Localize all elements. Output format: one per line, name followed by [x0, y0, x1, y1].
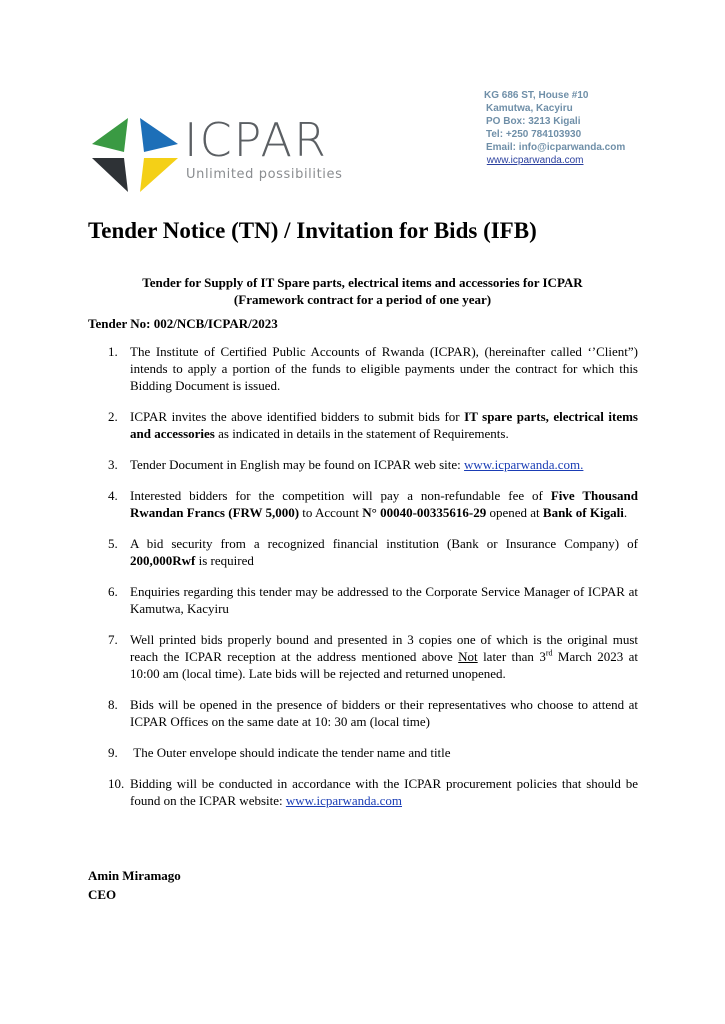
bank-name: Bank of Kigali [542, 505, 624, 520]
item-text: The Outer envelope should indicate the tender name and title [130, 745, 451, 760]
text-run: Tender Document in English may be found on ICPAR web site: [130, 457, 465, 472]
list-item [108, 487, 638, 521]
tender-number: Tender No: 002/NCB/ICPAR/2023 [88, 316, 278, 331]
bid-security-amount: 200,000Rwf [130, 553, 196, 568]
item-number: 1. [108, 344, 118, 359]
logo-blue-petal [140, 118, 178, 152]
website-link[interactable]: www.icparwanda.com. [464, 457, 584, 472]
item-text [130, 535, 638, 569]
brand-name: ICPAR [184, 113, 328, 167]
address-email: Email: info@icparwanda.com [486, 142, 626, 153]
text-run: Bidding will be conducted in accordance with the ICPAR procurement policies that should be found on the ICPAR website: [130, 776, 638, 808]
tender-subject [0, 274, 725, 308]
logo-dark-petal [92, 158, 128, 192]
item-number: 10. [108, 776, 125, 791]
text-run: ICPAR invites the above identified bidders to submit bids for [130, 409, 465, 424]
list-item [108, 744, 638, 761]
subject-line-2: (Framework contract for a period of one year) [233, 292, 492, 307]
item-number: 4. [108, 488, 118, 503]
underlined-run: Not [458, 649, 478, 664]
subject-line-1: Tender for Supply of IT Spare parts, electrical items and accessories for ICPAR [142, 275, 583, 290]
text-run: as indicated in details in the statement of Requirements. [214, 426, 509, 441]
text-run: Well printed bids properly bound and presented in 3 copies one of which is the original must reach the ICPAR reception at the address mentioned above [130, 632, 638, 664]
item-number: 6. [108, 584, 118, 599]
list-item [108, 343, 638, 394]
list-item [108, 696, 638, 730]
website-link[interactable]: www.icparwanda.com [285, 793, 403, 808]
item-text: Enquiries regarding this tender may be addressed to the Corporate Service Manager of ICPAR at Kamutwa, Kacyiru [130, 584, 638, 616]
website-link[interactable]: www.icparwanda.com [486, 155, 584, 166]
contact-address [484, 89, 625, 167]
item-number: 7. [108, 632, 118, 647]
list-item [108, 535, 638, 569]
text-run: opened at [489, 505, 543, 520]
logo-yellow-petal [140, 158, 178, 192]
text-run: to Account [299, 505, 363, 520]
address-area: Kamutwa, Kacyiru [486, 103, 573, 114]
bold-run: IT spare parts, electrical items and accessories [130, 409, 638, 441]
address-website [484, 154, 625, 167]
list-item [108, 583, 638, 617]
item-number: 2. [108, 409, 118, 424]
page-title: Tender Notice (TN) / Invitation for Bids (IFB) [88, 218, 537, 243]
item-text: The Institute of Certified Public Accounts of Rwanda (ICPAR), (hereinafter called ‘’Client”) intends to apply a portion of the funds to eligible payments under the contract for which this Bidding Document is issued. [130, 344, 638, 393]
list-item [108, 631, 638, 682]
item-text [130, 487, 638, 521]
letterhead [0, 0, 725, 200]
text-run: later than 3 [477, 649, 546, 664]
text-run: . [623, 505, 628, 520]
item-number: 5. [108, 536, 118, 551]
logo-green-petal [92, 118, 128, 152]
item-text [130, 631, 638, 682]
signatory-title: CEO [88, 887, 117, 902]
list-item [108, 408, 638, 442]
address-po-box: PO Box: 3213 Kigali [486, 116, 581, 127]
item-text [130, 408, 638, 442]
item-number: 8. [108, 697, 118, 712]
text-run: is required [195, 553, 254, 568]
item-number: 9. [108, 745, 118, 760]
account-number: N° 00040-00335616-29 [362, 505, 487, 520]
list-item [108, 775, 638, 809]
item-text [130, 775, 638, 809]
item-text [130, 456, 638, 473]
ordinal-suffix: rd [545, 648, 553, 658]
text-run: March 2023 at 10:00 am (local time). Late bids will be rejected and returned unopened. [130, 649, 638, 681]
list-item [108, 456, 638, 473]
address-phone: Tel: +250 784103930 [486, 129, 582, 140]
signature-block [88, 866, 181, 904]
text-run: A bid security from a recognized financial institution (Bank or Insurance Company) of [130, 536, 638, 551]
icpar-logo-icon [84, 114, 184, 196]
text-run: Interested bidders for the competition will pay a non-refundable fee of [130, 488, 551, 503]
item-number: 3. [108, 457, 118, 472]
brand-tagline: Unlimited possibilities [186, 167, 343, 182]
signatory-name: Amin Miramago [88, 868, 181, 883]
fee-amount: Five Thousand Rwandan Francs (FRW 5,000) [130, 488, 639, 520]
tender-conditions-list [108, 343, 638, 823]
item-text: Bids will be opened in the presence of bidders or their representatives who choose to attend at ICPAR Offices on the same date at 10: 30 am (local time) [130, 697, 638, 729]
address-street: KG 686 ST, House #10 [484, 90, 589, 101]
